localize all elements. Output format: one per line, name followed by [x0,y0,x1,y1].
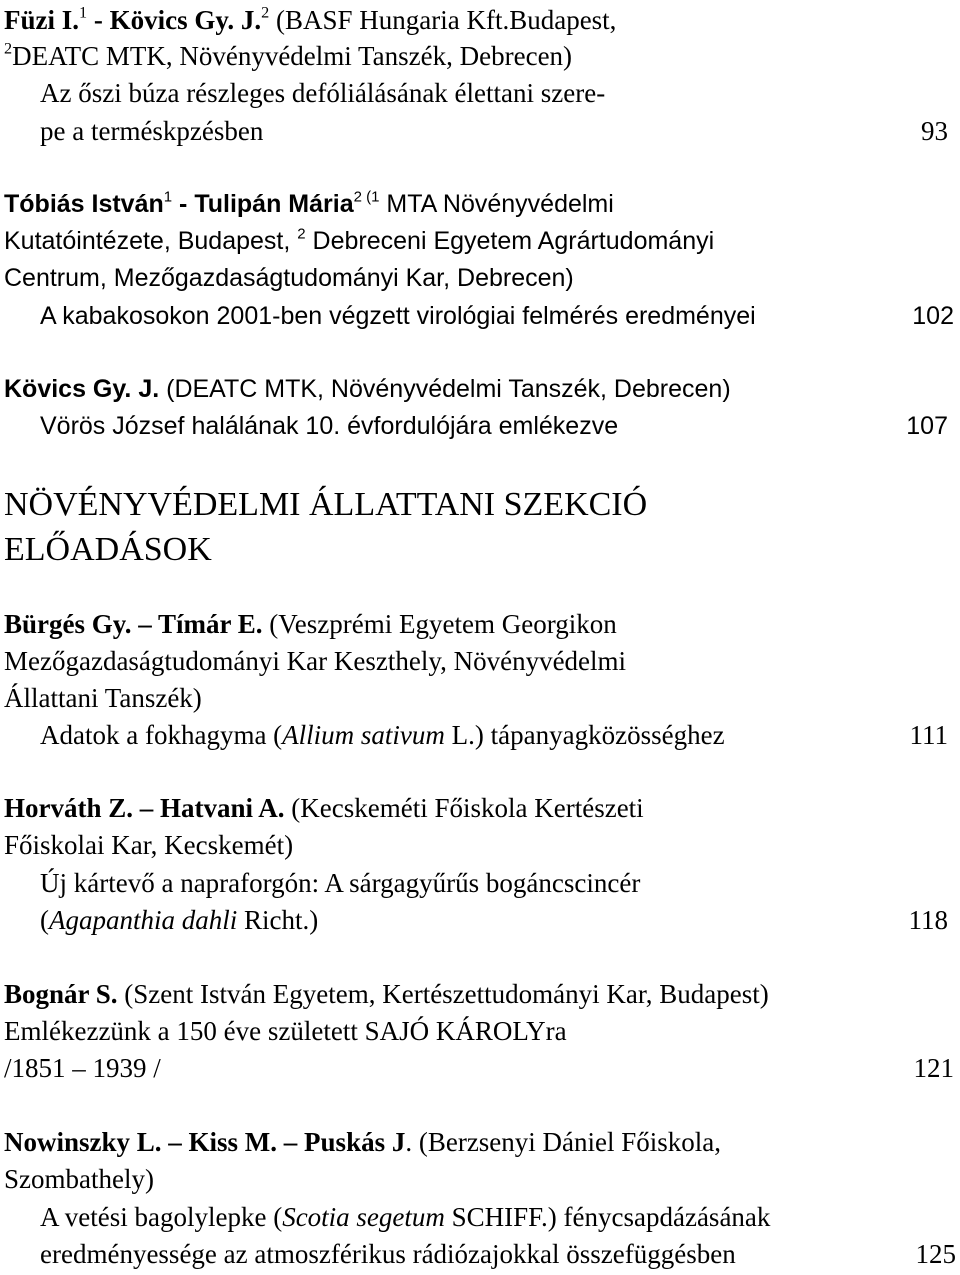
entry-1-title-line2: pe a terméskpzésben [40,116,264,146]
entry-2-affiliation-line2 [4,223,714,259]
author-name: Kiss M. [188,1127,278,1157]
entry-1-page: 93 [921,116,948,146]
separator: - [172,190,195,218]
entry-4-page: 111 [909,720,948,750]
entry-4-authors [4,606,617,642]
affiliation: DEATC MTK, Növényvédelmi Tanszék, Debrecen) [12,41,573,71]
entry-2-authors [4,186,614,222]
species-name: Allium sativum [282,720,445,750]
entry-3-title: Vörös József halálának 10. évfordulójára emlékezve [40,412,619,440]
entry-7-affiliation-line2: Szombathely) [4,1164,154,1194]
entry-5-page: 118 [908,905,948,935]
entry-7-title-line2: eredményessége az atmoszférikus rádiózajokkal összefüggésben [40,1239,736,1269]
author-name: Bürgés Gy. [4,609,132,639]
superscript: 2 [261,3,270,22]
author-name: Nowinszky L. [4,1127,162,1157]
affiliation: (Berzsenyi Dániel Főiskola, [412,1127,722,1157]
title-text: SCHIFF.) fénycsapdázásának [444,1202,771,1232]
affiliation: Debreceni Egyetem Agrártudományi [305,227,715,255]
author-name: Tulipán Mária [194,190,354,218]
affiliation: MTA Növényvédelmi [379,190,614,218]
author-name: Kövics Gy. J. [109,5,262,35]
author-name: Bognár S. [4,979,118,1009]
separator: – [133,793,161,823]
author-name: Kövics Gy. J. [4,375,160,403]
author-name: Hatvani A. [160,793,285,823]
entry-7-page: 125 [915,1239,956,1269]
entry-1-title-line1: Az őszi búza részleges defóliálásának élettani szere- [40,78,606,108]
entry-5-title-line1: Új kártevő a napraforgón: A sárgagyűrűs bogáncscincér [40,868,641,898]
entry-1-affiliation [4,38,572,74]
entry-2-affiliation-line3: Centrum, Mezőgazdaságtudományi Kar, Debrecen) [4,264,574,292]
entry-1-authors [4,2,616,38]
separator: – [277,1127,305,1157]
separator: - [87,5,110,35]
affiliation: (DEATC MTK, Növényvédelmi Tanszék, Debrecen) [159,375,731,403]
entry-7-title-line1 [40,1199,770,1235]
author-name: Horváth Z. [4,793,134,823]
title-text: A vetési bagolylepke ( [40,1202,283,1232]
section-heading-line1: NÖVÉNYVÉDELMI ÁLLATTANI SZEKCIÓ [4,486,648,523]
entry-2-title: A kabakosokon 2001-ben végzett virológiai felmérés eredményei [40,302,756,330]
title-text: L.) tápanyagközösséghez [444,720,725,750]
entry-5-authors [4,790,644,826]
separator: – [131,609,159,639]
punctuation: . [405,1127,413,1157]
entry-3-authors [4,371,731,407]
section-heading-line2: ELŐADÁSOK [4,531,212,568]
entry-4-affiliation-line2: Mezőgazdaságtudományi Kar Keszthely, Növényvédelmi [4,646,627,676]
title-text: Adatok a fokhagyma ( [40,720,283,750]
entry-4-title [40,717,725,753]
affiliation: Kutatóintézete, Budapest, [4,227,298,255]
entry-6-title-line1: Emlékezzünk a 150 éve született SAJÓ KÁROLYra [4,1016,567,1046]
affiliation: (BASF Hungaria Kft.Budapest, [269,5,617,35]
entry-5-affiliation-line2: Főiskolai Kar, Kecskemét) [4,830,294,860]
superscript: 1 [163,188,173,206]
separator: – [161,1127,189,1157]
title-text: ( [40,905,49,935]
species-name: Scotia segetum [282,1202,445,1232]
entry-6-title-line2: /1851 – 1939 / [4,1053,161,1083]
author-name: Tímár E. [158,609,263,639]
title-text: Richt.) [237,905,319,935]
species-name: Agapanthia dahli [49,905,238,935]
author-name: Tóbiás István [4,190,164,218]
superscript: 2 [297,225,306,243]
entry-3-page: 107 [906,412,948,440]
superscript: 2 [4,39,13,58]
superscript: 2 [353,188,362,206]
affiliation: (Szent István Egyetem, Kertészettudományi Kar, Budapest) [117,979,769,1009]
entry-6-page: 121 [913,1053,954,1083]
entry-5-title-line2 [40,902,318,938]
entry-4-affiliation-line3: Állattani Tanszék) [4,683,202,713]
superscript: 1 [79,3,88,22]
entry-7-authors [4,1124,721,1160]
author-name: Füzi I. [4,5,80,35]
superscript: (1 [361,188,380,206]
author-name: Puskás J [304,1127,406,1157]
affiliation: (Veszprémi Egyetem Georgikon [262,609,617,639]
entry-2-page: 102 [912,302,954,330]
affiliation: (Kecskeméti Főiskola Kertészeti [284,793,644,823]
entry-6-authors [4,976,769,1012]
